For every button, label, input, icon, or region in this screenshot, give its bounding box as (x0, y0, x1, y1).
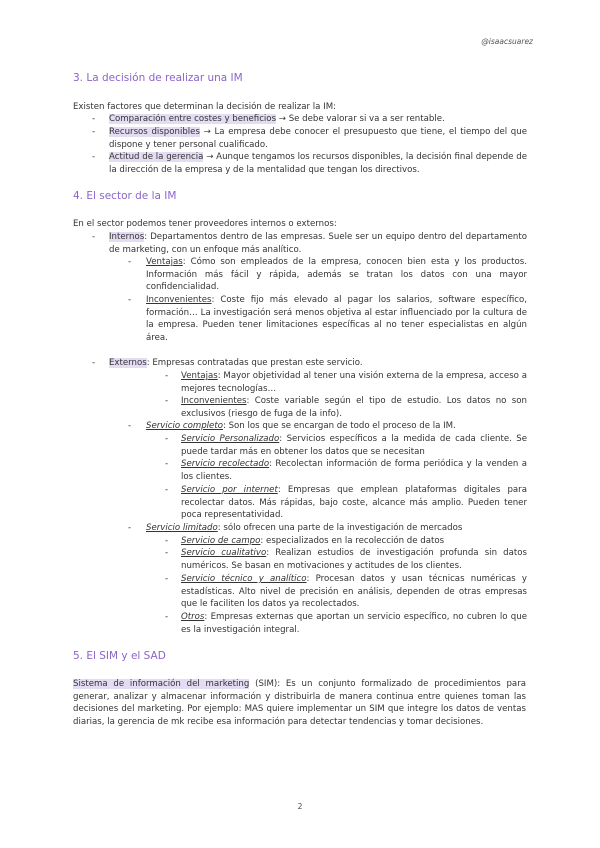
bullet-dash: - (128, 295, 132, 305)
section-4-title: 4. El sector de la IM (73, 190, 177, 202)
item-text: : Coste fijo más elevado al pagar los salarios, software específico, formación… La investigación será menos objetiva al estar influenciado por la cultura de la empresa. Pueden tener limitaciones específicas al no tener especialistas en algún área. (146, 295, 527, 343)
item-text: : sólo ofrecen una parte de la investigación de mercados (217, 523, 463, 533)
bullet-dash: - (165, 485, 169, 495)
item-text: : Coste variable según el tipo de estudio. Los datos no son exclusivos (riesgo de fuga de la info). (181, 396, 527, 419)
bullet-dash: - (92, 152, 96, 162)
item-text: : Mayor objetividad al tener una visión externa de la empresa, acceso a mejores tecnologías… (181, 371, 527, 394)
item-text: : Son los que se encargan de todo el proceso de la IM. (222, 421, 456, 431)
term-servicio-completo: Servicio completo (146, 421, 223, 431)
term-sim: Sistema de información del marketing (73, 679, 250, 689)
list-item (146, 522, 527, 535)
list-item (181, 458, 527, 483)
bullet-dash: - (92, 358, 96, 368)
author-handle: @isaacsuarez (481, 37, 533, 46)
list-item (181, 484, 527, 522)
term-servicio-campo: Servicio de campo (181, 536, 261, 546)
term-servicio-personalizado: Servicio Personalizado (181, 434, 280, 444)
section-3-title: 3. La decisión de realizar una IM (73, 72, 243, 84)
bullet-dash: - (92, 127, 96, 137)
list-item (181, 433, 527, 458)
item-text: : Servicios específicos a la medida de cada cliente. Se puede tardar más en obtener los datos que se necesitan (181, 434, 527, 457)
bullet-dash: - (128, 523, 132, 533)
term-inconvenientes: Inconvenientes (181, 396, 247, 406)
bullet-dash: - (165, 459, 169, 469)
list-item (146, 420, 527, 433)
item-text: : Empresas contratadas que prestan este servicio. (146, 358, 363, 368)
item-text: : Procesan datos y usan técnicas numéricas y estadísticas. Alto nivel de precisión en análisis, dependen de otras empresas que le faciliten los datos ya recolectados. (181, 574, 527, 610)
term-externos: Externos (109, 358, 147, 368)
list-item (181, 370, 527, 395)
term-servicio-tecnico: Servicio técnico y analítico (181, 574, 307, 584)
list-item (181, 395, 527, 420)
list-item (181, 535, 527, 548)
bullet-dash: - (165, 612, 169, 622)
list-item (146, 256, 527, 294)
item-text: : Empresas que emplean plataformas digitales para recolectar datos. Más rápidas, bajo coste, alcance más amplio. Pueden tener poca representatividad. (181, 485, 527, 521)
item-text: : Realizan estudios de investigación profunda sin datos numéricos. Se basan en motivaciones y actitudes de los clientes. (181, 548, 527, 571)
paragraph-text: (SIM): Es un conjunto formalizado de procedimientos para generar, analizar y almacenar información y distribuirla de manera continua entre quienes toman las decisiones del marketing. Por ejemplo: MAS quiere implementar un SIM que integre los datos de ventas diarias, la gerencia de mk recibe esa información para detectar tendencias y tomar decisiones. (73, 679, 526, 727)
item-text: → Aunque tengamos los recursos disponibles, la decisión final depende de la dirección de la empresa y de la mentalidad que tengan los directivos. (109, 152, 527, 175)
bullet-dash: - (128, 421, 132, 431)
term-ventajas: Ventajas (181, 371, 218, 381)
term-otros: Otros (181, 612, 205, 622)
page-number: 2 (297, 802, 303, 811)
bullet-dash: - (128, 257, 132, 267)
item-text: : Empresas externas que aportan un servicio específico, no cubren lo que es la investigación integral. (181, 612, 527, 635)
term-inconvenientes: Inconvenientes (146, 295, 212, 305)
bullet-dash: - (165, 574, 169, 584)
list-item (109, 126, 527, 151)
list-item (109, 113, 527, 126)
list-item-internos (109, 231, 527, 256)
item-text: : Cómo son empleados de la empresa, conocen bien esta y los productos. Información más fácil y rápida, además se tratan los datos con una mayor confidencialidad. (146, 257, 527, 293)
term-servicio-recolectado: Servicio recolectado (181, 459, 270, 469)
list-item (181, 547, 527, 572)
term-servicio-limitado: Servicio limitado (146, 523, 218, 533)
term-recursos: Recursos disponibles (109, 127, 200, 137)
item-text: → Se debe valorar si va a ser rentable. (276, 114, 445, 124)
term-ventajas: Ventajas (146, 257, 183, 267)
bullet-dash: - (165, 396, 169, 406)
term-internos: Internos (109, 232, 145, 242)
list-item (146, 294, 527, 344)
item-text: → La empresa debe conocer el presupuesto que tiene, el tiempo del que dispone y tener personal cualificado. (109, 127, 527, 150)
term-servicio-cualitativo: Servicio cualitativo (181, 548, 267, 558)
bullet-dash: - (92, 232, 96, 242)
bullet-dash: - (165, 536, 169, 546)
section-5-paragraph (73, 678, 526, 728)
list-item (109, 151, 527, 176)
section-5-title: 5. El SIM y el SAD (73, 650, 166, 662)
list-item (181, 573, 527, 611)
item-text: : Recolectan información de forma periódica y la venden a los clientes. (181, 459, 527, 482)
list-item (181, 611, 527, 636)
term-servicio-internet: Servicio por internet (181, 485, 278, 495)
bullet-dash: - (165, 434, 169, 444)
section-4-intro: En el sector podemos tener proveedores internos o externos: (73, 219, 337, 229)
bullet-dash: - (165, 371, 169, 381)
bullet-dash: - (92, 114, 96, 124)
term-actitud: Actitud de la gerencia (109, 152, 204, 162)
section-3-intro: Existen factores que determinan la decisión de realizar la IM: (73, 102, 337, 112)
item-text: : Departamentos dentro de las empresas. Suele ser un equipo dentro del departamento de marketing, con un enfoque más analítico. (109, 232, 527, 255)
bullet-dash: - (165, 548, 169, 558)
item-text: : especializados en la recolección de datos (260, 536, 445, 546)
term-costes: Comparación entre costes y beneficios (109, 114, 277, 124)
list-item-externos (109, 357, 527, 370)
